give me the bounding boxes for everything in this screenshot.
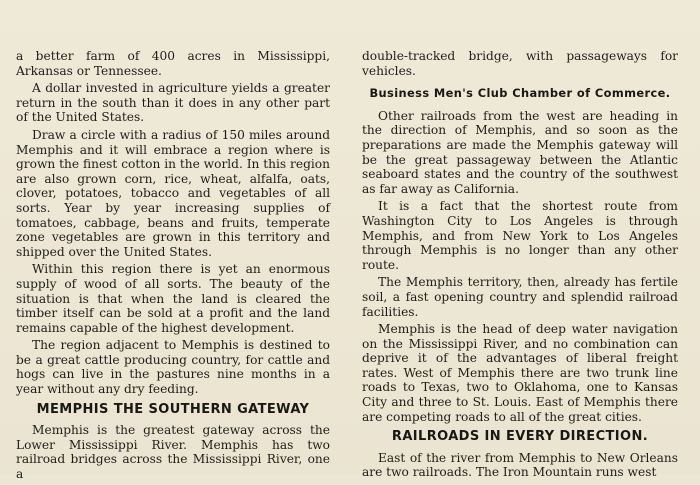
paragraph: double-tracked bridge, with passageways for vehicles. — [362, 49, 678, 78]
paragraph: It is a fact that the shortest route from Washington City to Los Angeles is through Memphis, and from New York to Los Angeles through Memphis is no longer than any other route. — [362, 199, 678, 272]
paragraph: Other railroads from the west are heading in the direction of Memphis, and so soon as the preparations are made the Memphis gateway will be the great passageway between the Atlantic seaboard states and the country of the southwest as far away as California. — [362, 108, 678, 196]
paragraph: Within this region there is yet an enormous supply of wood of all sorts. The beauty of the situation is that when the land is cleared the timber itself can be sold at a profit and the land remains capable of the highest development. — [16, 262, 330, 335]
paragraph: The Memphis territory, then, already has fertile soil, a fast opening country and splendid railroad facilities. — [362, 275, 678, 319]
left-column — [16, 49, 330, 485]
paragraph: East of the river from Memphis to New Orleans are two railroads. The Iron Mountain runs west — [362, 450, 678, 480]
paragraph: A dollar invested in agriculture yields a greater return in the south than it does in any other part of the United States. — [16, 81, 330, 125]
paragraph: The region adjacent to Memphis is destined to be a great cattle producing country, for cattle and hogs can live in the pastures nine months in a year without any dry feeding. — [16, 338, 330, 397]
paragraph: Memphis is the greatest gateway across the Lower Mississippi River. Memphis has two railroad bridges across the Mississippi River, one a — [16, 423, 330, 482]
paragraph: a better farm of 400 acres in Mississippi, Arkansas or Tennessee. — [16, 49, 330, 78]
section-heading: RAILROADS IN EVERY DIRECTION. — [391, 429, 649, 445]
paragraph: Draw a circle with a radius of 150 miles around Memphis and it will embrace a region where is grown the finest cotton in the world. In this region are also grown corn, rice, wheat, alfalfa, oats, clover, potatoes, tobacco and vegetables of all sorts. Year by year increasing supplies of tomatoes, cabbage, beans and fruits, temperate zone vegetables are grown in this territory and shipped over the United States. — [16, 127, 330, 259]
section-heading: MEMPHIS THE SOUTHERN GATEWAY — [36, 401, 310, 417]
section-heading: Business Men's Club Chamber of Commerce. — [369, 86, 671, 101]
paragraph: Memphis is the head of deep water navigation on the Mississippi River, and no combination can deprive it of the advantages of liberal freight rates. West of Memphis there are two trunk line roads to Texas, two to Oklahoma, one to Kansas City and three to St. Louis. East of Memphis there are competing roads to all of the great cities. — [362, 322, 678, 424]
right-column — [362, 49, 678, 483]
